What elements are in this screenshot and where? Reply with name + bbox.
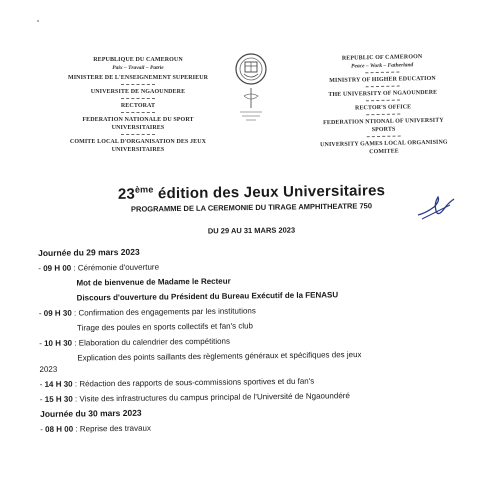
header-right-committee-line1: UNIVERSITY GAMES LOCAL ORGANISING — [320, 139, 448, 149]
schedule-time: 08 H 00 — [45, 424, 74, 434]
schedule-item: - 08 H 00 : Reprise des travaux — [40, 423, 152, 434]
schedule-item: - 15 H 30 : Visite des infrastructures du campus principal de l'Université de Ngaoundéré — [39, 391, 350, 404]
schedule-item: - 09 H 00 : Cérémonie d'ouverture — [38, 262, 160, 273]
schedule-time: 14 H 30 — [44, 379, 73, 389]
header-left-separator — [121, 112, 155, 113]
header-right-office: RECTOR'S OFFICE — [354, 104, 412, 112]
schedule-subitem: Discours d'ouverture du Président du Bureau Exécutif de la FENASU — [76, 290, 339, 303]
schedule-subitem: Mot de bienvenue de Madame le Recteur — [76, 276, 231, 288]
header-left-committee-line1: COMITE LOCAL D'ORGANISATION DES JEUX — [69, 139, 207, 145]
schedule-subitem — [39, 348, 484, 375]
schedule-time: 15 H 30 — [44, 394, 73, 404]
title-number: 23 — [117, 185, 136, 203]
day-heading: Journée du 29 mars 2023 — [38, 246, 140, 258]
schedule-subitem-line1: Explication des points saillants des règlements généraux et spécifiques des jeux — [77, 350, 362, 363]
header-left-motto: Paix – Travail – Patrie — [112, 65, 164, 71]
schedule-text: Visite des infrastructures du campus principal de l'Université de Ngaoundéré — [79, 391, 350, 404]
schedule-time: 10 H 30 — [44, 338, 73, 348]
day-heading: Journée du 30 mars 2023 — [39, 407, 142, 419]
schedule-text: Rédaction des rapports de sous-commissions sportives et du fan's — [79, 376, 315, 389]
schedule-item: - 14 H 30 : Rédaction des rapports de sous-commissions sportives et du fan's — [39, 376, 315, 389]
header-right-ministry: MINISTRY OF HIGHER EDUCATION — [329, 75, 436, 85]
header-right-separator — [366, 114, 400, 116]
title-rest: édition des Jeux Universitaires — [153, 182, 386, 203]
header-right-university: THE UNIVERSITY OF NGAOUNDERE — [328, 89, 438, 99]
schedule-item: - 10 H 30 : Elaboration du calendrier des compétitions — [39, 336, 231, 348]
schedule-time: 09 H 30 — [43, 308, 72, 318]
header-right-separator — [366, 100, 400, 102]
header-right-block — [282, 52, 484, 158]
document-subtitle: PROGRAMME DE LA CEREMONIE DU TIRAGE AMPHITHEATRE 750 — [130, 201, 373, 214]
signature-icon — [416, 193, 456, 221]
schedule-item: - 09 H 30 : Confirmation des engagements par les institutions — [38, 306, 256, 318]
schedule-text: Cérémonie d'ouverture — [77, 262, 160, 273]
schedule-text: Reprise des travaux — [79, 423, 152, 434]
schedule-text: Confirmation des engagements par les institutions — [78, 306, 256, 318]
header-left-separator — [121, 134, 155, 135]
header-left-country: REPUBLIQUE DU CAMEROUN — [93, 57, 183, 63]
header-left-office: RECTORAT — [120, 103, 156, 109]
header-left-federation-line1: FEDERATION NATIONALE DU SPORT — [82, 117, 194, 123]
header-right-federation-line2: SPORTS — [371, 126, 396, 134]
programme-body — [38, 241, 485, 439]
header-right-separator — [367, 136, 401, 138]
header-right-federation-line1: FEDERATION NTIONAL OF UNIVERSITY — [322, 117, 444, 127]
header-left-ministry: MINISTERE DE L'ENSEIGNEMENT SUPERIEUR — [67, 75, 209, 81]
header-left-block — [38, 56, 238, 154]
schedule-subitem-line2: 2023 — [39, 364, 58, 374]
header-right-committee-line2: COMITEE — [369, 148, 399, 156]
document-dates: DU 29 AU 31 MARS 2023 — [207, 225, 296, 236]
header-right-country: REPUBLIC OF CAMEROON — [341, 54, 423, 62]
header-left-separator — [121, 84, 155, 85]
header-right-separator — [365, 72, 399, 74]
header-right-motto: Peace – Work – Fatherland — [351, 62, 414, 70]
schedule-time: 09 H 00 — [43, 263, 72, 273]
header-left-committee-line2: UNIVERSITAIRES — [111, 147, 165, 153]
schedule-subitem: Tirage des poules en sports collectifs et fan's club — [76, 321, 254, 333]
schedule-text: Elaboration du calendrier des compétitions — [78, 336, 231, 348]
header-right-separator — [366, 86, 400, 88]
title-suffix: ème — [134, 184, 154, 195]
university-crest-icon — [232, 52, 270, 132]
header-left-university: UNIVERSITE DE NGAOUNDERE — [90, 89, 186, 95]
header-left-separator — [121, 98, 155, 99]
header-left-federation-line2: UNIVERSITAIRES — [111, 125, 165, 131]
scan-speck — [37, 20, 39, 22]
